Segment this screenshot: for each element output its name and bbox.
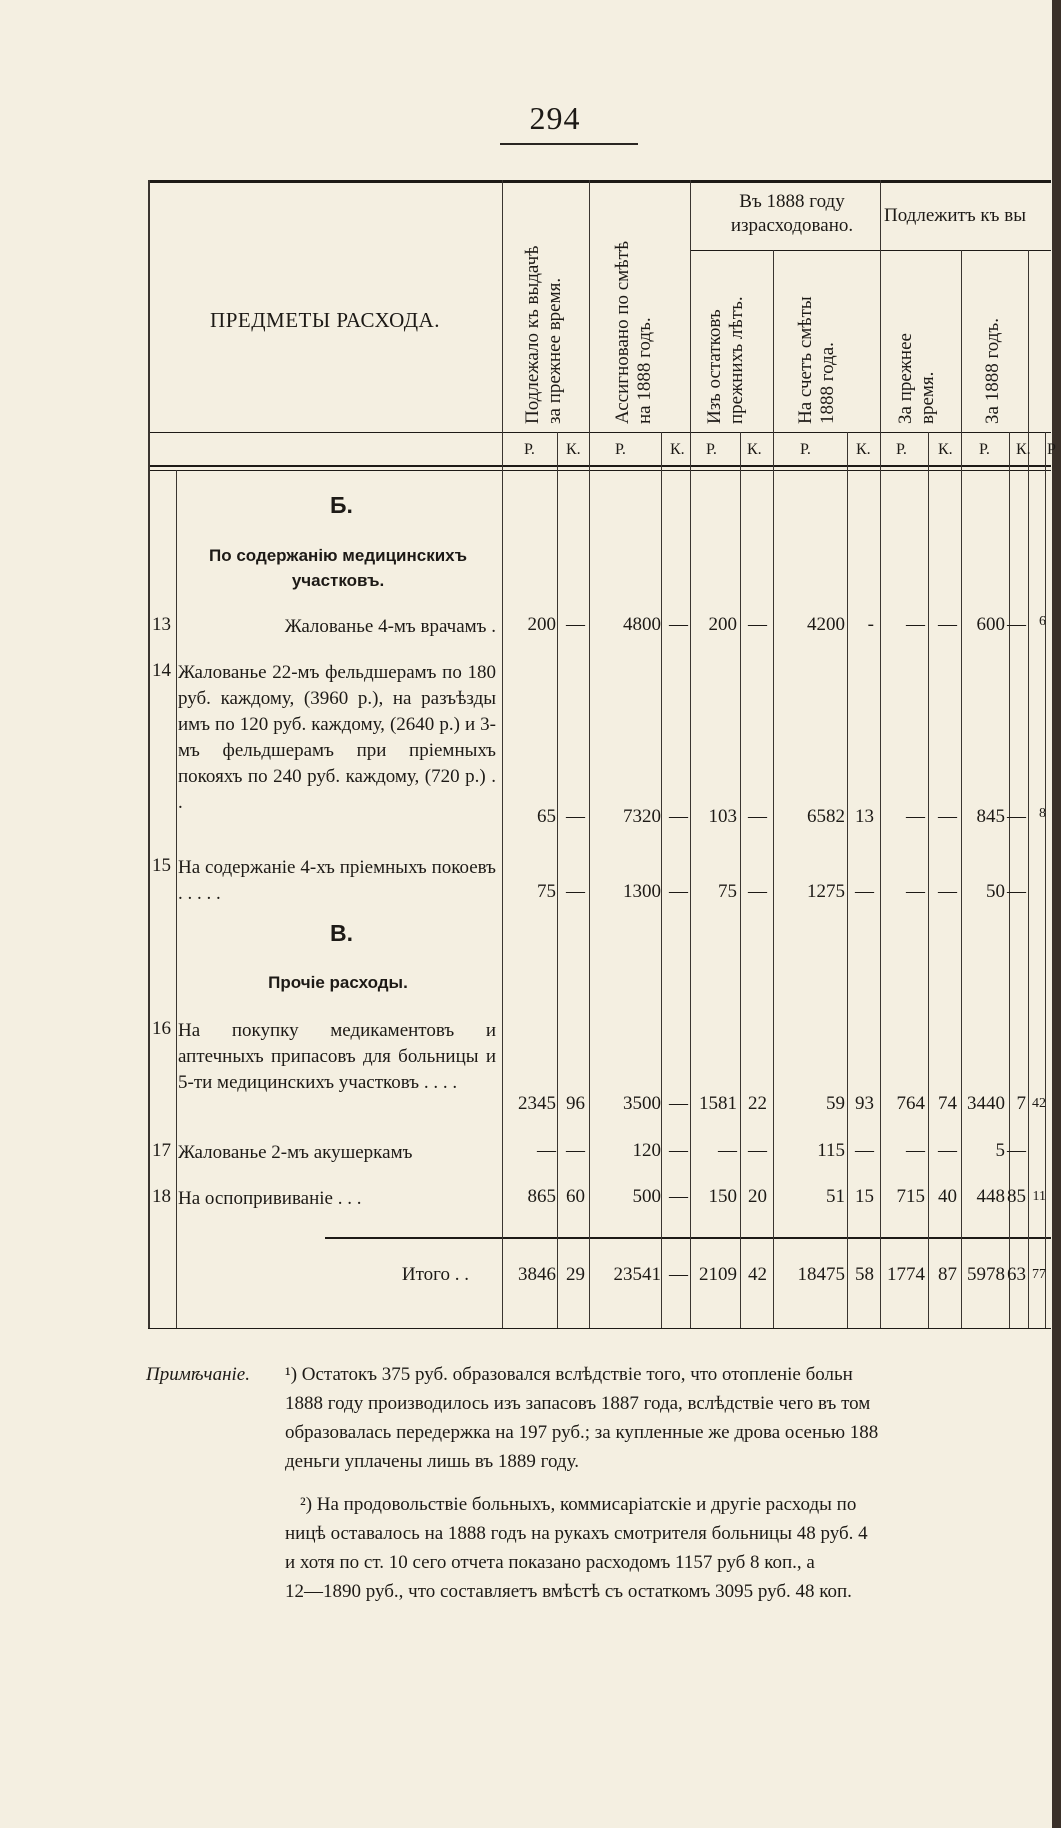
cell-prev-r: 2345 bbox=[518, 1093, 556, 1114]
col-divider bbox=[961, 250, 962, 1328]
cell-remnants-r: 1581 bbox=[699, 1093, 737, 1114]
cell-due-1888-r: 50 bbox=[986, 881, 1005, 902]
cell-estimate-r: 1275 bbox=[807, 881, 845, 902]
cell-due-prev-k: — bbox=[938, 614, 957, 635]
total-cut-off: 77 bbox=[1032, 1267, 1046, 1282]
row-description: Жалованье 22-мъ фельдшерамъ по 180 руб. каждому, (3960 р.), на разъѣзды имъ по 120 руб. каждому, (2640 р.) и 3-мъ фельдшерамъ при пріемныхъ покояхъ по 240 руб. каждому, (720 р.) . . bbox=[178, 662, 496, 813]
cell-remnants-k: — bbox=[748, 614, 767, 635]
cell-due-1888-k: 7 bbox=[1016, 1093, 1026, 1114]
cell-due-prev-r: 764 bbox=[896, 1093, 925, 1114]
header-bottom-rule-2 bbox=[148, 470, 1051, 471]
unit-label: Р. bbox=[896, 441, 907, 458]
remnants-header: Изъ остатковъ прежнихъ лѣтъ. bbox=[704, 296, 747, 424]
unit-label: К. bbox=[1016, 441, 1031, 458]
cell-prev-r: 75 bbox=[537, 881, 556, 902]
cell-remnants-k: 20 bbox=[748, 1186, 767, 1207]
cell-cut-off: 42 bbox=[1032, 1096, 1046, 1111]
total-estimate-k: 58 bbox=[855, 1264, 874, 1285]
due-1888-header: За 1888 годъ. bbox=[982, 318, 1003, 424]
cell-due-prev-r: — bbox=[906, 1140, 925, 1161]
total-estimate-r: 18475 bbox=[797, 1264, 845, 1285]
book-spine-edge bbox=[1052, 0, 1061, 1828]
cell-due-prev-k: — bbox=[938, 881, 957, 902]
cell-remnants-r: 75 bbox=[718, 881, 737, 902]
cell-assigned-r: 120 bbox=[632, 1140, 661, 1161]
cell-prev-k: — bbox=[566, 1140, 585, 1161]
cell-estimate-k: 93 bbox=[855, 1093, 874, 1114]
row-number: 13 bbox=[152, 614, 171, 635]
cell-due-prev-r: 715 bbox=[896, 1186, 925, 1207]
cell-estimate-r: 51 bbox=[826, 1186, 845, 1207]
cell-prev-k: — bbox=[566, 881, 585, 902]
unit-label: К. bbox=[938, 441, 953, 458]
cell-estimate-r: 4200 bbox=[807, 614, 845, 635]
cell-prev-r: 65 bbox=[537, 806, 556, 827]
cell-cut-off: 6 bbox=[1039, 614, 1046, 629]
cell-due-1888-k: — bbox=[1007, 881, 1026, 902]
cell-prev-k: 60 bbox=[566, 1186, 585, 1207]
note-1-line: 1888 году производилось изъ запасовъ 1887 года, вслѣдствіе чего въ том bbox=[285, 1393, 871, 1414]
cell-remnants-r: 103 bbox=[708, 806, 737, 827]
table-top-rule bbox=[148, 180, 1051, 183]
group-due-rule bbox=[880, 250, 1051, 251]
note-2-line: ницѣ оставалось на 1888 годъ на рукахъ смотрителя больницы 48 руб. 4 bbox=[285, 1523, 868, 1544]
col-divider bbox=[880, 180, 881, 1328]
units-rule bbox=[148, 432, 1051, 433]
cell-remnants-k: 22 bbox=[748, 1093, 767, 1114]
cell-estimate-r: 115 bbox=[817, 1140, 845, 1161]
section-b-letter: Б. bbox=[330, 492, 353, 518]
items-header: ПРЕДМЕТЫ РАСХОДА. bbox=[210, 308, 440, 332]
section-v-title: Прочіе расходы. bbox=[268, 973, 408, 992]
cell-due-prev-k: — bbox=[938, 806, 957, 827]
unit-label: К. bbox=[670, 441, 685, 458]
cell-remnants-k: — bbox=[748, 881, 767, 902]
total-due-prev-r: 1774 bbox=[887, 1264, 925, 1285]
unit-label: К. bbox=[747, 441, 762, 458]
cell-due-prev-r: — bbox=[906, 881, 925, 902]
cell-estimate-k: — bbox=[855, 881, 874, 902]
col-divider bbox=[847, 432, 848, 1328]
cell-due-prev-k: — bbox=[938, 1140, 957, 1161]
cell-prev-k: — bbox=[566, 806, 585, 827]
row-number: 17 bbox=[152, 1140, 171, 1161]
notes-label: Примѣчаніе. bbox=[146, 1364, 250, 1385]
cell-remnants-r: — bbox=[718, 1140, 737, 1161]
note-2-line: 12—1890 руб., что составляетъ вмѣстѣ съ остаткомъ 3095 руб. 48 коп. bbox=[285, 1581, 852, 1602]
cell-prev-r: 865 bbox=[527, 1186, 556, 1207]
col-divider bbox=[928, 432, 929, 1328]
cell-due-1888-r: 5 bbox=[995, 1140, 1005, 1161]
table-bottom-rule bbox=[148, 1328, 1051, 1329]
col-divider bbox=[773, 250, 774, 1328]
cell-assigned-k: — bbox=[669, 1186, 688, 1207]
cell-assigned-k: — bbox=[669, 806, 688, 827]
page-number-rule bbox=[500, 143, 638, 145]
total-label: Итого . . bbox=[401, 1264, 469, 1285]
cell-due-1888-r: 845 bbox=[976, 806, 1005, 827]
total-remnants-k: 42 bbox=[748, 1264, 767, 1285]
unit-label: Р. bbox=[706, 441, 717, 458]
total-assigned-k: — bbox=[669, 1264, 688, 1285]
group-1888-rule bbox=[690, 250, 880, 251]
col-divider bbox=[740, 432, 741, 1328]
col-divider bbox=[690, 180, 691, 1328]
cell-assigned-k: — bbox=[669, 881, 688, 902]
cell-due-prev-r: — bbox=[906, 806, 925, 827]
section-v-letter: В. bbox=[330, 920, 353, 946]
col-left-border bbox=[148, 180, 150, 1328]
cell-due-1888-k: — bbox=[1007, 806, 1026, 827]
cell-due-prev-r: — bbox=[906, 614, 925, 635]
cell-assigned-k: — bbox=[669, 1093, 688, 1114]
section-b-title: По содержанію медицинскихъ участковъ. bbox=[209, 546, 467, 590]
unit-label: Р bbox=[1047, 441, 1056, 458]
row-description: На покупку медикаментовъ и аптечныхъ припасовъ для больницы и 5-ти медицинскихъ участковъ . . . . bbox=[178, 1020, 496, 1093]
total-due-prev-k: 87 bbox=[938, 1264, 957, 1285]
cell-cut-off: 8 bbox=[1039, 806, 1046, 821]
cell-remnants-k: — bbox=[748, 1140, 767, 1161]
cell-assigned-r: 3500 bbox=[623, 1093, 661, 1114]
cell-due-prev-k: 74 bbox=[938, 1093, 957, 1114]
row-description: Жалованье 4-мъ врачамъ . bbox=[284, 616, 496, 637]
cell-due-1888-k: 85 bbox=[1007, 1186, 1026, 1207]
note-1-line: образовалась передержка на 197 руб.; за купленные же дрова осенью 188 bbox=[285, 1422, 879, 1443]
estimate-header: На счетъ смѣты 1888 года. bbox=[795, 296, 838, 424]
total-prev-r: 3846 bbox=[518, 1264, 556, 1285]
cell-estimate-k: - bbox=[867, 614, 874, 635]
col-divider bbox=[661, 432, 662, 1328]
note-2-line: и хотя по ст. 10 сего отчета показано расходомъ 1157 руб 8 коп., а bbox=[285, 1552, 815, 1573]
col-divider bbox=[589, 180, 590, 1328]
unit-label: Р. bbox=[615, 441, 626, 458]
row-number: 16 bbox=[152, 1018, 171, 1039]
cell-due-prev-k: 40 bbox=[938, 1186, 957, 1207]
unit-label: Р. bbox=[524, 441, 535, 458]
cell-prev-k: 96 bbox=[566, 1093, 585, 1114]
note-1-line: деньги уплачены лишь въ 1889 году. bbox=[285, 1451, 579, 1472]
row-description: На содержаніе 4-хъ пріемныхъ покоевъ . . . . . bbox=[178, 857, 496, 904]
group-due-header: Подлежитъ къ вы bbox=[884, 205, 1026, 226]
prev-time-header: Подлежало къ выдачѣ за прежнее время. bbox=[522, 245, 565, 424]
cell-prev-r: 200 bbox=[527, 614, 556, 635]
cell-estimate-k: 15 bbox=[855, 1186, 874, 1207]
unit-label: К. bbox=[856, 441, 871, 458]
total-due-1888-r: 5978 bbox=[967, 1264, 1005, 1285]
note-1-line: ¹) Остатокъ 375 руб. образовался вслѣдствіе того, что отопленіе больн bbox=[285, 1364, 853, 1385]
cell-estimate-k: 13 bbox=[855, 806, 874, 827]
cell-remnants-r: 200 bbox=[708, 614, 737, 635]
cell-assigned-r: 500 bbox=[632, 1186, 661, 1207]
header-bottom-rule bbox=[148, 465, 1051, 467]
cell-prev-r: — bbox=[537, 1140, 556, 1161]
cell-due-1888-r: 3440 bbox=[967, 1093, 1005, 1114]
unit-label: Р. bbox=[800, 441, 811, 458]
row-description: На оспопрививаніе . . . bbox=[178, 1188, 362, 1209]
row-number: 18 bbox=[152, 1186, 171, 1207]
unit-label: Р. bbox=[979, 441, 990, 458]
row-number: 15 bbox=[152, 855, 171, 876]
cell-prev-k: — bbox=[566, 614, 585, 635]
total-assigned-r: 23541 bbox=[613, 1264, 661, 1285]
cell-due-1888-r: 448 bbox=[976, 1186, 1005, 1207]
cell-estimate-r: 59 bbox=[826, 1093, 845, 1114]
page-number: 294 bbox=[529, 100, 581, 136]
cell-due-1888-k: — bbox=[1007, 1140, 1026, 1161]
due-prev-header: За прежнее время. bbox=[895, 333, 938, 424]
unit-label: К. bbox=[566, 441, 581, 458]
row-description: Жалованье 2-мъ акушеркамъ bbox=[178, 1142, 413, 1163]
total-top-rule bbox=[325, 1237, 1051, 1239]
row-number: 14 bbox=[152, 660, 171, 681]
cell-assigned-k: — bbox=[669, 614, 688, 635]
assigned-header: Ассигновано по смѣтѣ на 1888 годъ. bbox=[612, 240, 655, 424]
cell-remnants-k: — bbox=[748, 806, 767, 827]
cell-estimate-r: 6582 bbox=[807, 806, 845, 827]
total-remnants-r: 2109 bbox=[699, 1264, 737, 1285]
total-prev-k: 29 bbox=[566, 1264, 585, 1285]
cell-assigned-r: 4800 bbox=[623, 614, 661, 635]
col-divider bbox=[1028, 250, 1029, 1328]
cell-assigned-r: 7320 bbox=[623, 806, 661, 827]
note-2-line: ²) На продовольствіе больныхъ, коммисаріатскіе и другіе расходы по bbox=[300, 1494, 857, 1515]
cell-cut-off: 11 bbox=[1032, 1189, 1046, 1204]
col-divider bbox=[557, 432, 558, 1328]
cell-assigned-k: — bbox=[669, 1140, 688, 1161]
col-divider bbox=[502, 180, 503, 1328]
total-due-1888-k: 63 bbox=[1007, 1264, 1026, 1285]
cell-estimate-k: — bbox=[855, 1140, 874, 1161]
cell-assigned-r: 1300 bbox=[623, 881, 661, 902]
cell-due-1888-r: 600 bbox=[976, 614, 1005, 635]
cell-due-1888-k: — bbox=[1007, 614, 1026, 635]
group-1888-header: Въ 1888 году израсходовано. bbox=[730, 191, 854, 236]
cell-remnants-r: 150 bbox=[708, 1186, 737, 1207]
